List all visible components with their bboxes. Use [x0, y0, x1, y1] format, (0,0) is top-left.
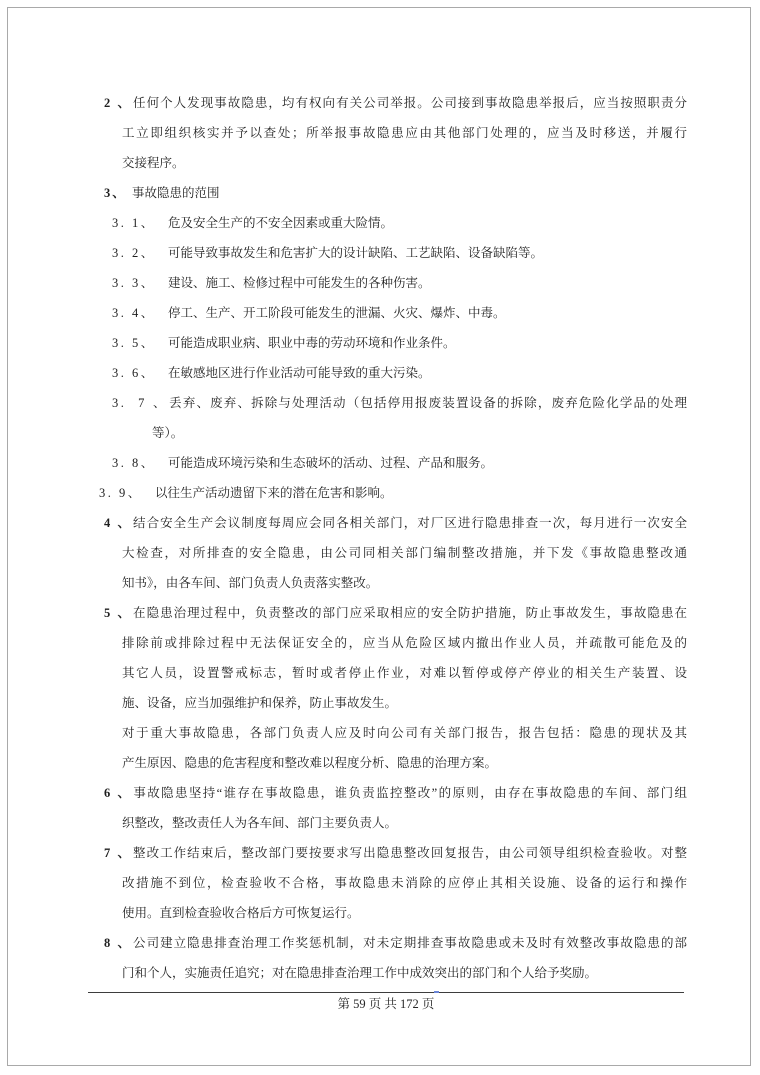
- item-number-label: 3. 2、: [112, 246, 156, 260]
- line-text: 大检查，对所排查的安全隐患，由公司同相关部门编制整改措施，并下发《事故隐患整改通: [122, 546, 687, 560]
- doc-line: [95, 268, 687, 298]
- doc-line: [95, 868, 687, 898]
- line-text: 整改工作结束后，整改部门要按要求写出隐患整改回复报告，由公司领导组织检查验收。对整: [132, 846, 687, 860]
- footer-rule-mark: [434, 991, 439, 993]
- item-number-label: 4、: [104, 516, 132, 530]
- document-body: [95, 88, 687, 988]
- line-text: 工立即组织核实并予以查处；所举报事故隐患应由其他部门处理的，应当及时移送，并履行: [122, 126, 687, 140]
- doc-line: [95, 118, 687, 148]
- line-text: 门和个人，实施责任追究；对在隐患排查治理工作中成效突出的部门和个人给予奖励。: [122, 966, 598, 980]
- line-text: 对于重大事故隐患，各部门负责人应及时向公司有关部门报告，报告包括：隐患的现状及其: [122, 726, 687, 740]
- doc-line: [95, 478, 687, 508]
- line-text: 等）。: [152, 426, 184, 440]
- doc-line: [95, 328, 687, 358]
- line-text: 其它人员，设置警戒标志，暂时或者停止作业，对难以暂停或停产停业的相关生产装置、设: [122, 666, 687, 680]
- line-text: 交接程序。: [122, 156, 185, 170]
- line-text: 使用。直到检查验收合格后方可恢复运行。: [122, 906, 360, 920]
- footer-rule: [88, 992, 684, 993]
- doc-line: [95, 748, 687, 778]
- doc-line: [95, 628, 687, 658]
- line-text: 结合安全生产会议制度每周应会同各相关部门，对厂区进行隐患排查一次，每月进行一次安全: [132, 516, 687, 530]
- item-number-label: 6、: [104, 786, 132, 800]
- line-text: 事故隐患的范围: [132, 186, 220, 200]
- item-number-label: 7、: [104, 846, 132, 860]
- line-text: 施、设备，应当加强维护和保养，防止事故发生。: [122, 696, 398, 710]
- item-number-label: 8、: [104, 936, 132, 950]
- line-text: 产生原因、隐患的危害程度和整改难以程度分析、隐患的治理方案。: [122, 756, 498, 770]
- item-number-label: 3. 8、: [112, 456, 156, 470]
- doc-line: [95, 568, 687, 598]
- doc-line: [95, 538, 687, 568]
- doc-line: [95, 718, 687, 748]
- doc-line: [95, 898, 687, 928]
- doc-line: [95, 928, 687, 958]
- doc-line: [95, 838, 687, 868]
- item-number-label: 3. 7、: [112, 396, 168, 410]
- item-number-label: 3、: [104, 186, 127, 200]
- item-number-label: 3. 4、: [112, 306, 156, 320]
- doc-line: [95, 958, 687, 988]
- item-number-label: 3. 1、: [112, 216, 156, 230]
- doc-line: [95, 148, 687, 178]
- doc-line: [95, 658, 687, 688]
- line-text: 可能导致事故发生和危害扩大的设计缺陷、工艺缺陷、设备缺陷等。: [168, 246, 544, 260]
- item-number-label: 3. 9、: [99, 486, 143, 500]
- item-number-label: 3. 5、: [112, 336, 156, 350]
- line-text: 知书》，由各车间、部门负责人负责落实整改。: [122, 576, 379, 590]
- line-text: 丢弃、废弃、拆除与处理活动（包括停用报废装置设备的拆除，废弃危险化学品的处理: [168, 396, 687, 410]
- item-number-label: 2、: [104, 96, 132, 110]
- doc-line: [95, 688, 687, 718]
- doc-line: [95, 238, 687, 268]
- line-text: 停工、生产、开工阶段可能发生的泄漏、火灾、爆炸、中毒。: [168, 306, 506, 320]
- line-text: 改措施不到位，检查验收不合格，事故隐患未消除的应停止其相关设施、设备的运行和操作: [122, 876, 687, 890]
- line-text: 建设、施工、检修过程中可能发生的各种伤害。: [168, 276, 431, 290]
- doc-line: [95, 178, 687, 208]
- doc-line: [95, 208, 687, 238]
- doc-line: [95, 778, 687, 808]
- line-text: 可能造成职业病、职业中毒的劳动环境和作业条件。: [168, 336, 456, 350]
- item-number-label: 3. 6、: [112, 366, 156, 380]
- doc-line: [95, 508, 687, 538]
- doc-line: [95, 448, 687, 478]
- line-text: 以往生产活动遗留下来的潜在危害和影响。: [155, 486, 393, 500]
- doc-line: [95, 358, 687, 388]
- doc-line: [95, 808, 687, 838]
- line-text: 公司建立隐患排查治理工作奖惩机制，对未定期排查事故隐患或未及时有效整改事故隐患的部: [132, 936, 687, 950]
- doc-line: [95, 388, 687, 418]
- line-text: 在隐患治理过程中，负责整改的部门应采取相应的安全防护措施，防止事故发生，事故隐患在: [132, 606, 687, 620]
- item-number-label: 5、: [104, 606, 132, 620]
- page-number-footer: 第 59 页 共 172 页: [337, 997, 435, 1011]
- item-number-label: 3. 3、: [112, 276, 156, 290]
- line-text: 在敏感地区进行作业活动可能导致的重大污染。: [168, 366, 431, 380]
- line-text: 可能造成环境污染和生态破坏的活动、过程、产品和服务。: [168, 456, 494, 470]
- doc-line: [95, 598, 687, 628]
- line-text: 事故隐患坚持“谁存在事故隐患，谁负责监控整改”的原则，由存在事故隐患的车间、部门组: [132, 786, 687, 800]
- doc-line: [95, 418, 687, 448]
- doc-line: [95, 88, 687, 118]
- line-text: 危及安全生产的不安全因素或重大险情。: [168, 216, 394, 230]
- line-text: 织整改，整改责任人为各车间、部门主要负责人。: [122, 816, 398, 830]
- line-text: 任何个人发现事故隐患，均有权向有关公司举报。公司接到事故隐患举报后，应当按照职责分: [132, 96, 687, 110]
- line-text: 排除前或排除过程中无法保证安全的，应当从危险区域内撤出作业人员，并疏散可能危及的: [122, 636, 687, 650]
- doc-line: [95, 298, 687, 328]
